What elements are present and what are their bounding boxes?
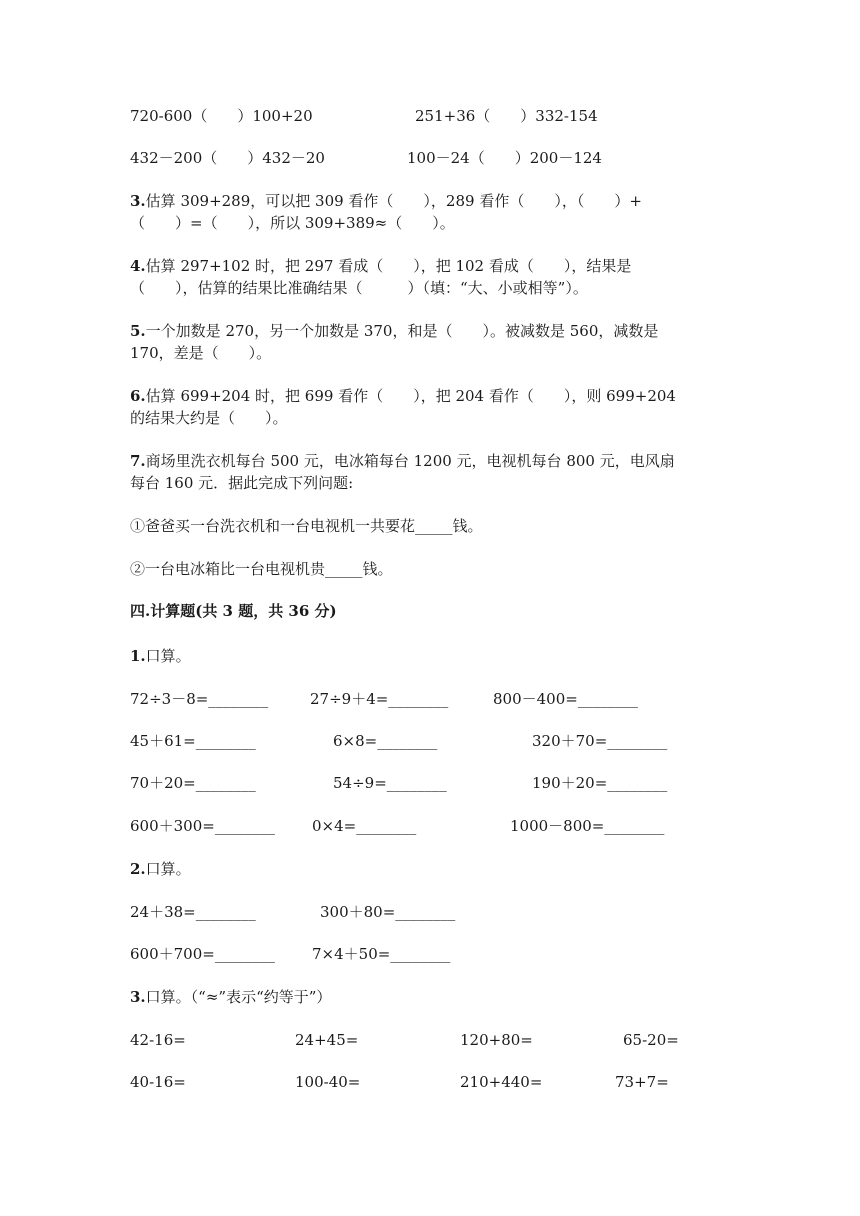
- question-6-line-1: 6.估算 699+204 时，把 699 看作（ ），把 204 看作（ ），则 699+204: [130, 387, 676, 405]
- compare-item: 251+36（ ）332-154: [415, 107, 598, 125]
- calc-item: 72÷3－8=________: [130, 690, 269, 708]
- calc-3-title: 3.口算。（“≈”表示“约等于”）: [130, 988, 332, 1006]
- question-number: 4.: [130, 257, 146, 275]
- question-5-line-2: 170，差是（ ）。: [130, 344, 272, 362]
- calc-item: 42-16=: [130, 1031, 186, 1049]
- calc-item: 27÷9＋4=________: [310, 690, 449, 708]
- calc-item: 7×4＋50=________: [312, 945, 451, 963]
- question-4-line-2: （ ），估算的结果比准确结果（ ）（填：“大、小或相等”）。: [130, 279, 588, 297]
- calc-1-title: 1.口算。: [130, 647, 191, 665]
- calc-item: 24+45=: [295, 1031, 359, 1049]
- question-3-line-1: 3.估算 309+289，可以把 309 看作（ ），289 看作（ ），（ ）+: [130, 192, 642, 210]
- calc-item: 300＋80=________: [320, 903, 456, 921]
- question-number: 6.: [130, 387, 146, 405]
- calc-item: 0×4=________: [312, 817, 417, 835]
- calc-item: 190＋20=________: [532, 774, 668, 792]
- subitem-1: ①爸爸买一台洗衣机和一台电视机一共要花_____钱。: [130, 517, 483, 535]
- calc-item: 600＋300=________: [130, 817, 275, 835]
- calc-item: 100-40=: [295, 1073, 361, 1091]
- question-number: 2.: [130, 860, 146, 878]
- question-5-line-1: 5.一个加数是 270，另一个加数是 370，和是（ ）。被减数是 560，减数是: [130, 322, 659, 340]
- question-number: 5.: [130, 322, 146, 340]
- calc-item: 1000－800=________: [510, 817, 665, 835]
- calc-item: 6×8=________: [333, 732, 438, 750]
- calc-2-title: 2.口算。: [130, 860, 191, 878]
- question-number: 3.: [130, 192, 146, 210]
- calc-item: 73+7=: [615, 1073, 669, 1091]
- section-heading: 四.计算题(共 3 题，共 36 分): [130, 602, 337, 620]
- subitem-2: ②一台电冰箱比一台电视机贵_____钱。: [130, 560, 393, 578]
- question-3-line-2: （ ）=（ ），所以 309+389≈（ ）。: [130, 214, 455, 232]
- calc-item: 24＋38=________: [130, 903, 256, 921]
- question-4-line-1: 4.估算 297+102 时，把 297 看成（ ），把 102 看成（ ），结果是: [130, 257, 632, 275]
- calc-item: 65-20=: [623, 1031, 679, 1049]
- calc-item: 40-16=: [130, 1073, 186, 1091]
- compare-item: 100－24（ ）200－124: [407, 149, 602, 167]
- calc-item: 210+440=: [460, 1073, 543, 1091]
- question-7-line-2: 每台 160 元．据此完成下列问题:: [130, 474, 354, 492]
- calc-item: 54÷9=________: [333, 774, 447, 792]
- question-number: 1.: [130, 647, 146, 665]
- calc-item: 320＋70=________: [532, 732, 668, 750]
- calc-item: 600＋700=________: [130, 945, 275, 963]
- compare-item: 720-600（ ）100+20: [130, 107, 313, 125]
- question-7-line-1: 7.商场里洗衣机每台 500 元，电冰箱每台 1200 元，电视机每台 800 元，电风扇: [130, 452, 675, 470]
- calc-item: 800－400=________: [493, 690, 638, 708]
- compare-item: 432－200（ ）432－20: [130, 149, 325, 167]
- calc-item: 45＋61=________: [130, 732, 256, 750]
- question-6-line-2: 的结果大约是（ ）。: [130, 409, 288, 427]
- calc-item: 70＋20=________: [130, 774, 256, 792]
- question-number: 7.: [130, 452, 146, 470]
- question-number: 3.: [130, 988, 146, 1006]
- calc-item: 120+80=: [460, 1031, 533, 1049]
